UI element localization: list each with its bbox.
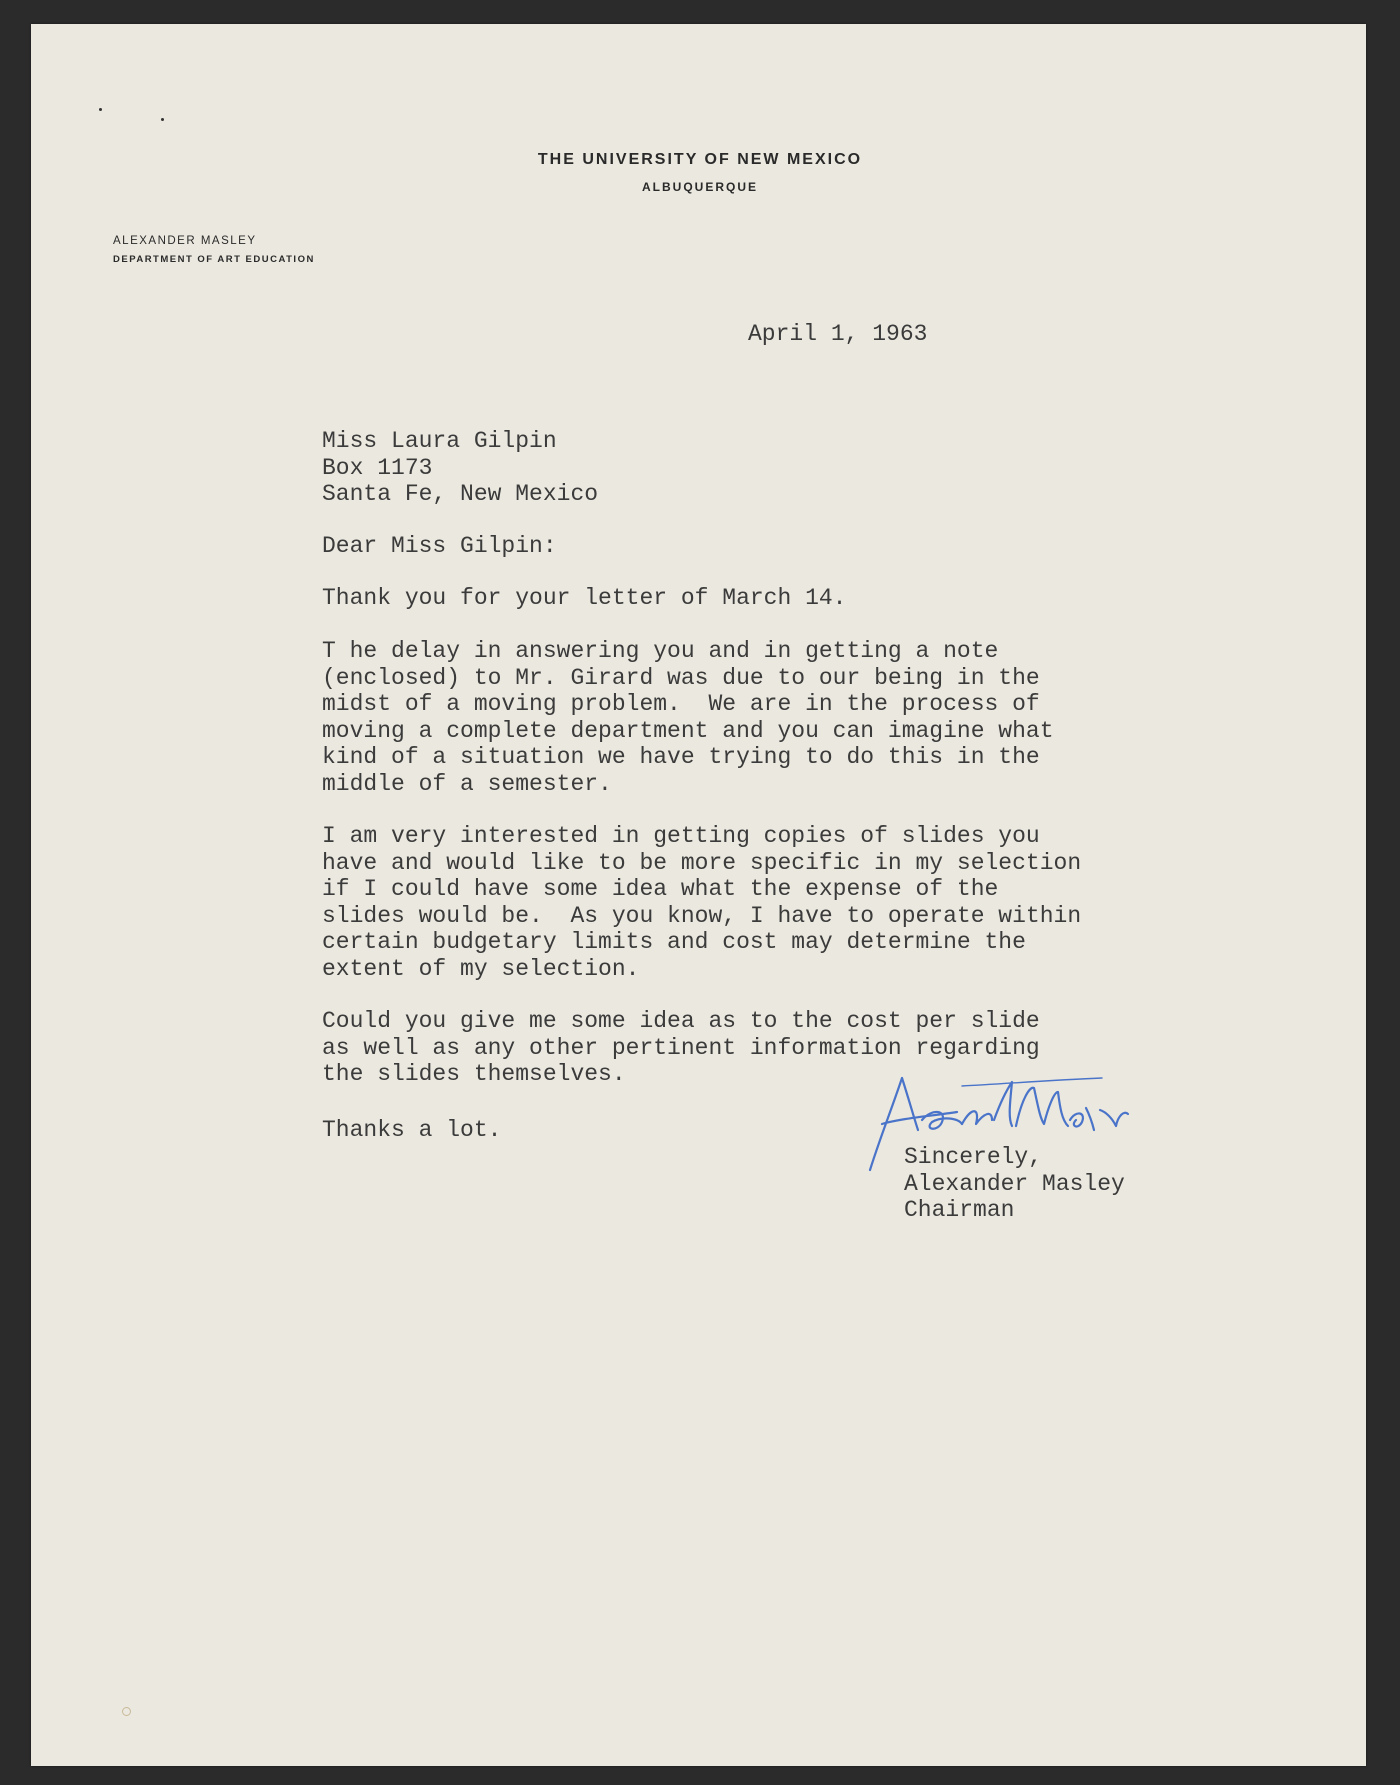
recipient-city: Santa Fe, New Mexico xyxy=(322,481,599,507)
sender-department: DEPARTMENT OF ART EDUCATION xyxy=(113,254,315,265)
paper-mark xyxy=(122,1707,131,1716)
recipient-address xyxy=(322,428,598,508)
paragraph-delay: T he delay in answering you and in getting a note (enclosed) to Mr. Girard was due to our being in the midst of a moving problem. We are in the process of moving a complete department and you can imagine what kind of a situation we have trying to do this in the middle of a semester. xyxy=(322,638,1054,797)
recipient-box: Box 1173 xyxy=(322,454,433,481)
letter-date: April 1, 1963 xyxy=(748,321,928,347)
sender-name: ALEXANDER MASLEY xyxy=(113,235,257,247)
paragraph-cost-request: Could you give me some idea as to the cost per slide as well as any other pertinent information regarding the slides themselves. xyxy=(322,1008,1040,1087)
paper-speck xyxy=(161,118,164,121)
paper-speck xyxy=(99,108,102,111)
salutation: Dear Miss Gilpin: xyxy=(322,533,557,559)
recipient-name: Miss Laura Gilpin xyxy=(322,428,557,454)
letterhead-title: THE UNIVERSITY OF NEW MEXICO xyxy=(537,151,863,168)
paragraph-slides-interest: I am very interested in getting copies of slides you have and would like to be more specific in my selection if I could have some idea what the expense of the slides would be. As you know, I have to operate within certain budgetary limits and cost may determine the extent of my selection. xyxy=(322,823,1082,982)
paragraph-thanks: Thank you for your letter of March 14. xyxy=(322,585,847,611)
closing-signature-block: Sincerely, Alexander Masley Chairman xyxy=(904,1144,1125,1223)
closing-thanks: Thanks a lot. xyxy=(322,1117,502,1143)
letterhead-city: ALBUQUERQUE xyxy=(641,180,758,194)
